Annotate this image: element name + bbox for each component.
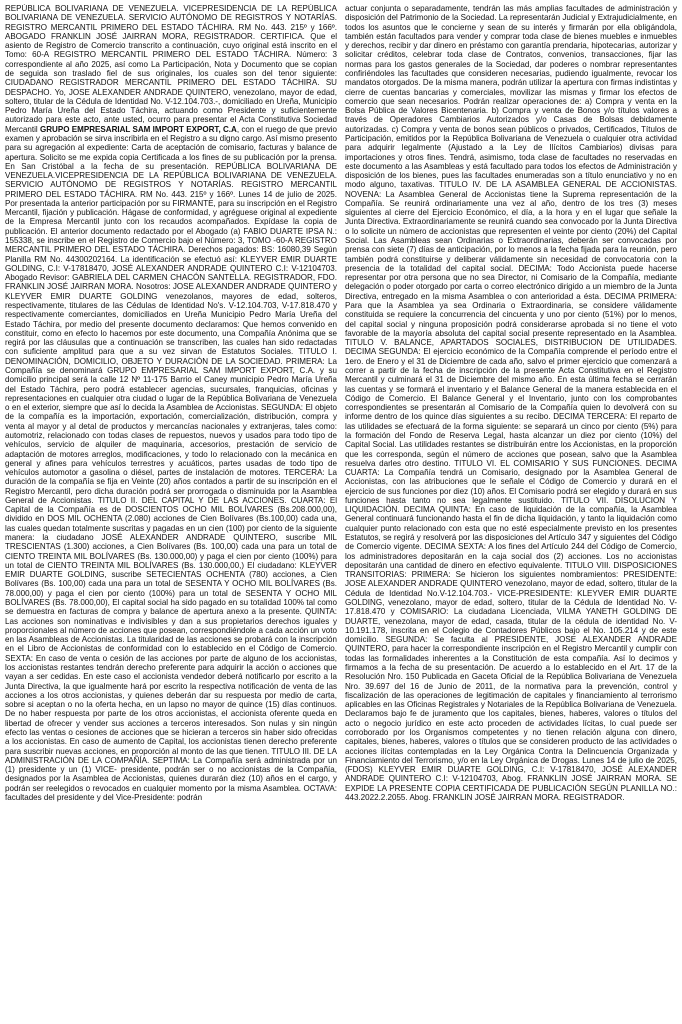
left-column: [5, 4, 337, 1022]
notice-text-right: actuar conjunta o separadamente, tendrán las más amplias facultades de administración y disposición del Patrimonio de la Sociedad. La representarán Judicial y Extrajudicialmente, en todos los asuntos que le concierne y sean de su interés y firmarán por ella obligándola, también están facultados para vender y comprar toda clase de bienes muebles e inmuebles y derechos, recibir y dar dinero en préstamo con garantía prendaria, hipotecarias, autorizar y solicitar créditos, celebrar toda clase de Contratos, convenios, transacciones, fijar las normas para los gastos generales de la Sociedad, dar poderes o nombrar representantes confiriéndoles las facultades que consideren necesarias, pudiendo igualmente, revocar los mandatos otorgados. De la misma manera, podrán utilizar la apertura con firmas indistintas y cierre de cuentas bancarias y comerciales, movilizar las mismas y firmar los efectos de comercio que sean necesarios. Podrán realizar operaciones de: a) Compra y venta en la Bolsa Pública de Valores Bicentenaria. b) Compra y venta de Bonos y/o títulos valores a través de Operadores Cambiarios Autorizados y/o Casas de Bolsas debidamente autorizadas. c) Compra y venta de bonos sean públicos o privados, Certificados, Títulos de Participación, emitidos por la República Bolivariana de Venezuela o cualquier otra actividad para adquirir legalmente (Ajustado a la Ley de Ilícitos Cambiarios) divisas para importaciones y otros fines. Tendrá, asimismo, toda clase de facultades no reservadas en este documento a las Asambleas y está facultado para todos los efectos de Administración y disposición de los bienes, pues las facultades enumeradas son a título enunciativo y no en modo alguno, taxativas. TITULO IV. DE LA ASAMBLEA GENERAL DE ACCIONISTAS. NOVENA: La Asamblea General de Accionistas tiene la Suprema representación de la Compañía. Se reunirá ordinariamente una vez al año, dentro de los tres (3) meses siguientes al cierre del Ejercicio Económico, el día, a la hora y en el lugar que señale la Junta Directiva. Extraordinariamente se reunirá cuando sea convocado por la Junta Directiva o lo solicite un número de accionistas que representen el veinte por ciento (20%) del Capital Social. Las Asambleas sean Ordinarias o Extraordinarias, deberán ser convocadas por prensa con siete (7) días de anticipación, por lo menos a la fecha fijada para la reunión, pero también podrá constituirse y deliberar válidamente sin necesidad de convocatoria con la presencia de la totalidad del capital social. DECIMA: Todo Accionista puede hacerse representar por otra persona que no sea Director, ni Comisario de la Compañía, mediante delegación o poder otorgado por carta o correo electrónico dirigido a un miembro de la Junta Directiva, entregado en la misma Asamblea o con anterioridad a ésta. DECIMA PRIMERA: Para que la Asamblea ya sea Ordinaria o Extraordinaria, se considere válidamente constituida se requiere la concurrencia del cincuenta y uno por ciento (51%) por lo menos, del capital social y ninguna proposición podrá considerarse aprobada si no tiene el voto favorable de la mayoría absoluta del capital social presente representado en la Asamblea. TITULO V. BALANCE, APARTADOS SOCIALES, DISTRIBUCION DE UTILIDADES. DECIMA SEGUNDA: El ejercicio económico de la Compañía comprende el período entre el 1ero. de Enero y el 31 de Diciembre de cada año, salvo el primer ejercicio que comenzará a correr a partir de la fecha de inscripción de la presente Acta Constitutiva en el Registro Mercantil y culminará el 31 de Diciembre del mismo año. En esta última fecha se cerrarán las cuentas y se formará el inventario y el Balance General de la manera establecida en el Código de Comercio. El Balance General y el Inventario, junto con los comprobantes correspondientes se presentarán al Comisario de la Compañía quien lo devolverá con su informe dentro de los quince días siguientes a su recibo. DECIMA TERCERA: El reparto de las utilidades se efectuará de la forma siguiente: se separará un cinco por ciento (5%) para la formación del Fondo de Reserva Legal, hasta alcanzar un diez por ciento (10%) del Capital Social. Las utilidades restantes se distribuirán entre los Accionistas, en la proporción que les corresponda, según el número de acciones que posean, salvo que la Asamblea resuelva darles otro destino. TITULO VI. EL COMISARIO Y SUS FUNCIONES. DECIMA CUARTA: La Compañía tendrá un Comisario, designado por la Asamblea General de Accionistas, con las atribuciones que le señale el Código de Comercio y durará en el ejercicio de sus funciones por diez (10) años. El Comisario podrá ser elegido y durará en sus funciones hasta tanto no sea legalmente sustituido. TITULO VII. DISOLUCION Y LIQUIDACIÓN. DECIMA QUINTA: En caso de liquidación de la compañía, la Asamblea General continuará funcionando hasta el fin de dicha liquidación, y tanto la liquidación como cualquier punto relacionado con esta que no esté especialmente previsto en los presentes Estatutos, se regirá y resolverá por las disposiciones del Artículo 347 y siguientes del Código de Comercio vigente. DECIMA SEXTA: A los fines del Artículo 244 del Código de Comercio, los administradores depositarán en la caja social dos (2) acciones. Los no accionistas depositarán una cantidad de dinero en efectivo equivalente. TITULO VIII. DISPOSICIONES TRANSITORIAS: PRIMERA: Se hicieron los siguientes nombramientos: PRESIDENTE: JOSE ALEXANDER ANDRADE QUINTERO venezolano, mayor de edad, soltero, titular de la Cédula de Identidad No.V-12.104.703.- VICE-PRESIDENTE: KLEYVER EMIR DUARTE GOLDING, venezolano, mayor de edad, soltero, titular de la Cédula de Identidad No. V-17.818.470 y COMISARIO: La ciudadana Licenciada, VILMA YANETH GOLDING DE DUARTE, venezolana, mayor de edad, casada, titular de la cédula de identidad No. V-10.191.178, inscrita en el Colegio de Contadores Públicos bajo el No. 105.214 y de este domicilio. SEGUNDA: Se faculta al PRESIDENTE, JOSE ALEXANDER ANDRADE QUINTERO, para hacer la correspondiente inscripción en el Registro Mercantil y cumplir con todas las formalidades inherentes a la Constitución de esta compañía. Así lo decimos y firmamos a la fecha de su presentación. De acuerdo a lo establecido en el Art. 17 de la Resolución Nro. 150 Publicada en Gaceta Oficial de la República Bolivariana de Venezuela Nro. 39.697 del 16 de Junio de 2011, de la normativa para la prevención, control y fiscalización de las operaciones de legitimación de capitales y financiamiento al terrorismo aplicables en las Oficinas Registrales y Notariales de la República Bolivariana de Venezuela. Declaramos bajo fe de juramento que los capitales, bienes, haberes, valores o títulos del acto o negocio jurídico en este acto proceden de actividades lícitas, lo cual puede ser corroborado por los Organismos competentes y no tienen relación alguna con dinero, capitales, bienes, haberes, valores o títulos que se consideren producto de las actividades o acciones ilícitas contempladas en la Ley Orgánica Contra la Delincuencia Organizada y Financiamiento del Terrorismo, y/o en la Ley Orgánica de Drogas. Lunes 14 de julio de 2025, (FDOS) KLEYVER EMIR DUARTE GOLDING, C.I: V-17818470, JOSÉ ALEXANDER ANDRADE QUINTERO C.I: V-12104703, Abog. FRANKLIN JOSÉ JAIRRAN MORA. SE EXPIDE LA PRESENTE COPIA CERTIFICADA DE PUBLICACIÓN SEGÚN PLANILLA NO.: 443.2022.2.2055. Abog. FRANKLIN JOSÉ JAIRRAN MORA. REGISTRADOR.: [345, 4, 677, 802]
notice-text-part1: REPÚBLICA BOLIVARIANA DE VENEZUELA. VICEPRESIDENCIA DE LA REPÚBLICA BOLIVARIANA DE VENEZUELA. SERVICIO AUTÓNOMO DE REGISTROS Y NOTARÍAS. REGISTRO MERCANTIL PRIMERO DEL ESTADO TÁCHIRA. RM No. 443. 215º y 166º. ABOGADO FRANKLIN JOSÉ JAIRRAN MORA, REGISTRADOR. CERTIFICA. Que el asiento de Registro de Comercio transcrito a continuación, cuyo original está inscrito en el Tomo: 60-A REGISTRO MERCANTIL PRIMERO DEL ESTADO TÁCHIRA. Número: 3 correspondiente al año 2025, así como La Participación, Nota y Documento que se copian de seguida son traslado fiel de sus originales, los cuales son del tenor siguiente: CIUDADANO REGISTRADOR MERCANTIL PRIMERO DEL ESTADO TÁCHIRA. SU DESPACHO. Yo, JOSE ALEXANDER ANDRADE QUINTERO, venezolano, mayor de edad, soltero, titular de la Cédula de Identidad No. V-12.104.703.-, domiciliado en Ureña, Municipio Pedro María Ureña del Estado Táchira, actuando como Presidente y suficientemente autorizado para este acto, ante usted, ocurro para presentar el Acta Constitutiva Sociedad Mercantil: [5, 4, 337, 134]
right-column: [345, 4, 677, 1022]
notice-text-part2: , con el ruego de que previo examen y aprobación se sirva inscribirla en el Registro a su digno cargo. Así mismo presento para su agregación al expediente: Carta de aceptación de comisario, facturas y balance de apertura. Solicito se me expida copia Certificada a los fines de su publicación por la prensa. En San Cristóbal a la fecha de su presentación. REPÚBLICA BOLIVARIANA DE VENEZUELA.VICEPRESIDENCIA DE LA REPÚBLICA BOLIVARIANA DE VENEZUELA. SERVICIO AUTÓNOMO DE REGISTROS Y NOTARÍAS. REGISTRO MERCANTIL PRIMERO DEL ESTADO TÁCHIRA. RM No. 443. 215º y 166º. Lunes 14 de julio de 2025. Por presentada la anterior participación por su FIRMANTE, para su inscripción en el Registro Mercantil, fijación y publicación. Hágase de conformidad, y agréguese original al expediente de la Empresa Mercantil junto con los recaudos acompañados. Expídase la copia de publicación. El anterior documento redactado por el Abogado (a) FABIO DUARTE IPSA N.: 155338, se inscribe en el Registro de Comercio bajo el Número: 3, TOMO -60-A REGISTRO MERCANTIL PRIMERO DEL ESTADO TÁCHIRA. Derechos pagados: BS: 16080,39 Según Planilla RM No. 44300202164. La identificación se efectuó así: KLEYVER EMIR DUARTE GOLDING, C.I: V-17818470, JOSÉ ALEXANDER ANDRADE QUINTERO C.I: V-12104703. Abogado Revisor: GABRIELA DEL CARMEN CHACÓN SANTELLA. REGISTRADOR, FDO. FRANKLIN JOSÉ JAIRRAN MORA. Nosotros: JOSE ALEXANDER ANDRADE QUINTERO y KLEYVER EMIR DUARTE GOLDING venezolanos, mayores de edad, solteros, respectivamente, titulares de las Cédulas de Identidad No's. V-12.104.703, V-17.818.470 y respectivamente comerciantes, domiciliados en Ureña Municipio Pedro María Ureña del Estado Táchira, por medio del presente documento declaramos: Que hemos convenido en constituir, como en efecto lo hacemos por este documento, una Compañía Anónima que se regirá por las cláusulas que a continuación se transcriben, las cuales han sido redactadas con suficiente amplitud para que a su vez sirvan de Estatutos Sociales. TITULO I. DENOMINACIÓN, DOMICILIO, OBJETO Y DURACIÓN DE LA SOCIEDAD. PRIMERA: La Compañía se denominará GRUPO EMPRESARIAL SAM IMPORT EXPORT, C.A. y su domicilio principal será la calle 12 Nº 11-175 Barrio el Caney municipio Pedro María Ureña del Estado Táchira, pero podrá establecer agencias, sucursales, franquicias, oficinas y representaciones en cualquier otra ciudad o lugar de la República Bolivariana de Venezuela o en el exterior, siempre que así lo decida la Asamblea de Accionistas. SEGUNDA: El objeto de la compañía es la importación, exportación, comercialización, distribución, compra y venta al mayor y al detal de productos y mercancías nacionales y extranjeras, tales como: automotriz, relacionado con todas clases de repuestos, nuevos y usados para todo tipo de vehículos, servicio de alquiler de maquinaria, accesorios, prestación de servicio de adaptación de motores arreglos, modificaciones, y todo lo relacionado con la mecánica en general y afines para vehículos terrestres y acuáticos, partes usadas de todo tipo de vehículos automotor a gasolina o diésel, partes de instalación de motores. TERCERA: La duración de la compañía se fija en Veinte (20) años contados a partir de su inscripción en el Registro Mercantil, pero dicha duración podrá ser prorrogada o disminuida por la Asamblea General de Accionistas. TITULO II. DEL CAPITAL Y DE LAS ACCIONES. CUARTA: El Capital de la Compañía es de DOSCIENTOS OCHO MIL BOLÍVARES (Bs.208.000,00), dividido en DOS MIL OCHENTA (2.080) acciones de Cien Bolívares (Bs.100,00) cada una, las cuales quedan totalmente suscritas y pagadas en un cien (100) por ciento de la siguiente manera: la ciudadano JOSÉ ALEXANDER ANDRADE QUINTERO, suscribe MIL TRESCIENTAS (1.300) acciones, a Cien Bolívares (Bs. 100,00) cada una para un total de CIENTO TREINTA MIL BOLÍVARES (Bs. 130.000,00) y paga el cien por ciento (100%) para un total de CIENTO TREINTA MIL BOLÍVARES (Bs. 130.000,00,) El ciudadano: KLEYVER EMIR DUARTE GOLDING, suscribe SETECIENTAS OCHENTA (780) acciones, a Cien Bolívares (Bs. 100,00) cada una para un total de SESENTA Y OCHO MIL BOLÍVARES (Bs. 78.000,00) y paga el cien por ciento (100%) para un total de SESENTA Y OCHO MIL BOLÍVARES (Bs. 78.000,00), El capital social ha sido pagado en su totalidad 100% tal como se demuestra en facturas de compra y balance de apertura anexo a la presente. QUINTA: Las acciones son nominativas e indivisibles y dan a sus propietarios derechos iguales y proporcionales al número de acciones que posean, correspondiéndole a cada acción un voto en las Asambleas de Accionistas. La titularidad de las acciones se probará con la inscripción en el Libro de Accionistas de conformidad con lo establecido en el Código de Comercio. SEXTA: En caso de venta o cesión de las acciones por parte de alguno de los accionistas, los accionistas restantes tendrán derecho preferente para adquirir la acción o acciones que vayan a ser cedidas. En este caso el accionista vendedor deberá notificarlo por escrito a la Junta Directiva, la que igualmente hará por escrito la respectiva notificación de venta de las acciones a los otros accionistas, y quienes deberán dar su respuesta por medio de carta, sobre si aceptan o no la oferta hecha, en un lapso no mayor de quince (15) días continuos. De no haber respuesta por parte de los otros accionistas, el accionista oferente queda en libertad de ofrecer y vender sus acciones a terceros interesados. Son nulas y sin ningún efecto las ventas o cesiones de acciones que se hicieran a terceros sin haber sido ofrecidas a los accionistas. En caso de aumento de Capital, los accionistas tienen derecho preferente para suscribir nuevas acciones, en proporción al monto de las que tienen. TITULO III. DE LA ADMINISTRACIÓN DE LA COMPAÑÍA. SEPTIMA: La Compañía será administrada por un (1) presidente y un (1) VICE- presidente, podrán ser o no accionistas de la Compañía, designados por la Asamblea de Accionistas, quienes durarán diez (10) años en el cargo, y podrán ser reelegidos o revocados en cualquier momento por la misma Asamblea. OCTAVA: facultades del presidente y del Vice-Presidente: podrán: [5, 124, 337, 802]
notice-text-left: [5, 4, 337, 802]
company-name: GRUPO EMPRESARIAL SAM IMPORT EXPORT, C.A: [39, 124, 237, 134]
